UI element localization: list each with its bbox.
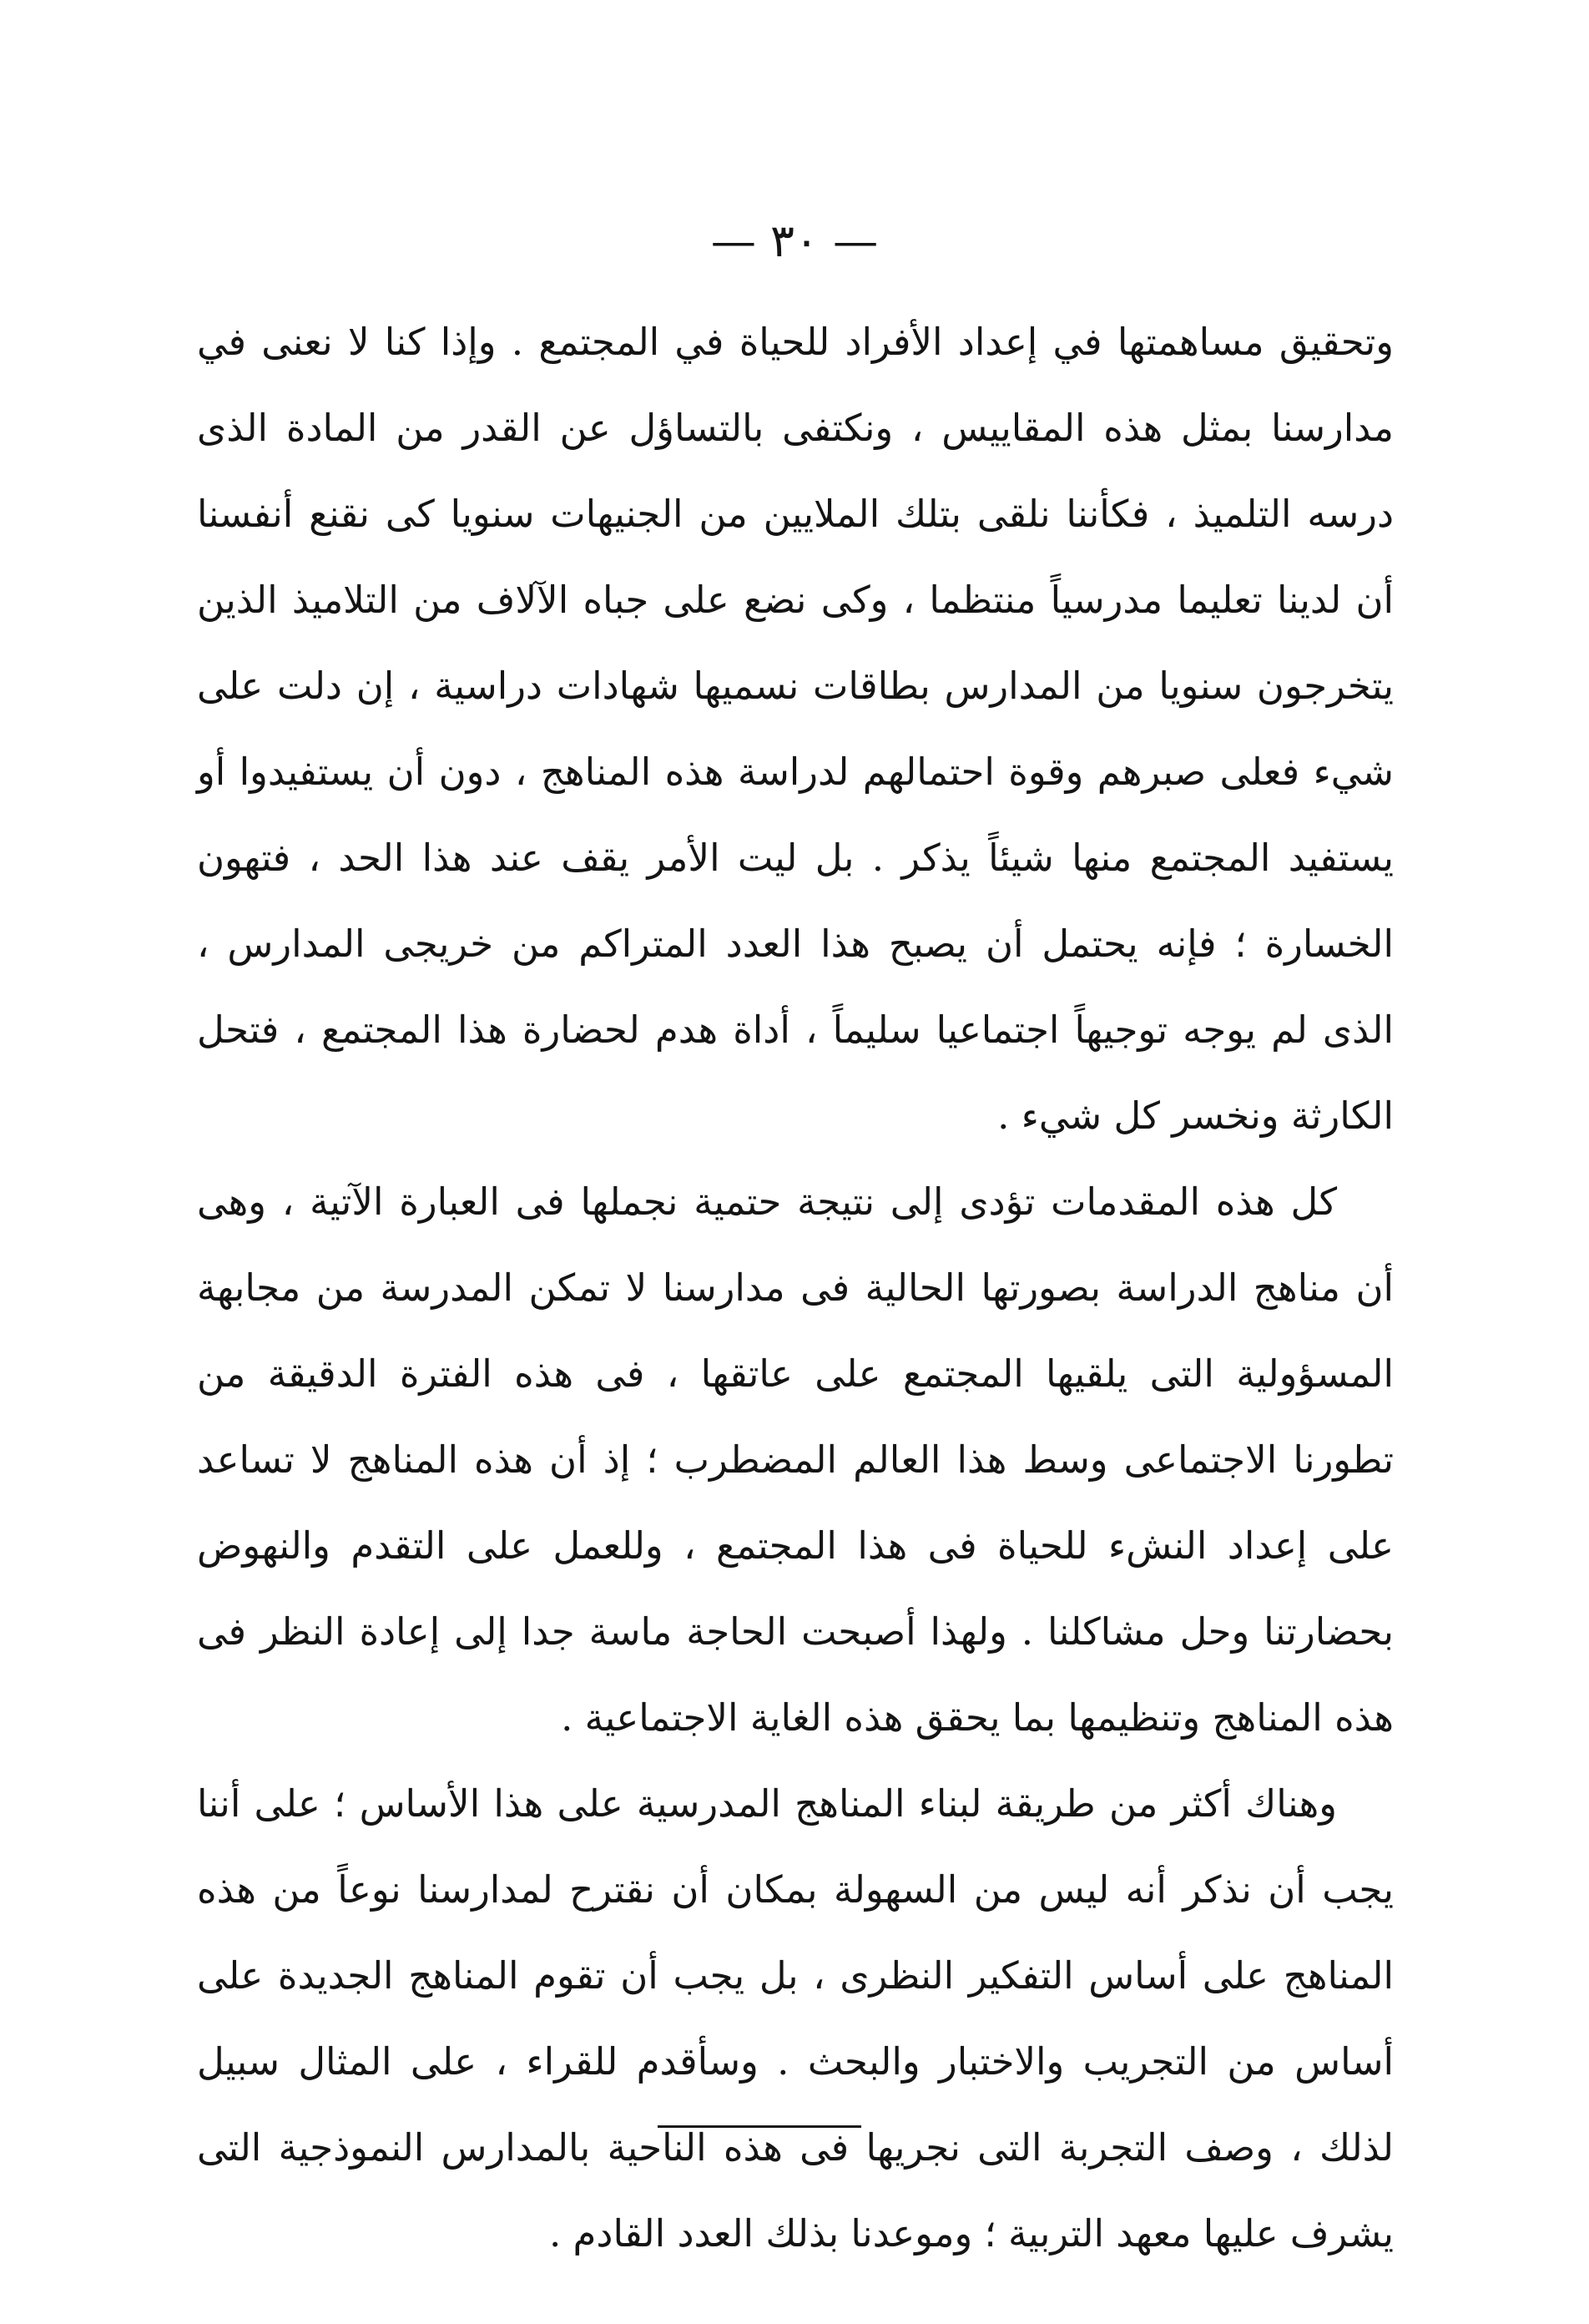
page-number: — ٣٠ — [710, 215, 879, 267]
end-rule [658, 2125, 861, 2128]
paragraph-3: وهناك أكثر من طريقة لبناء المناهج المدرسية على هذا الأساس ؛ على أننا يجب أن نذكر أنه ليس من السهولة بمكان أن نقترح لمدارسنا نوعاً من هذه المناهج على أساس التفكير النظرى ، بل يجب أن تقوم المناهج الجديدة على أساس من التجريب والاختبار والبحث . وسأقدم للقراء ، على المثال سبيل لذلك ، وصف التجربة التى نجريها فى هذه الناحية بالمدارس النموذجية التى يشرف عليها معهد التربية ؛ وموعدنا بذلك العدد القادم . [197, 1781, 1394, 2256]
paragraph-1: وتحقيق مساهمتها في إعداد الأفراد للحياة في المجتمع . وإذا كنا لا نعنى في مدارسنا بمثل هذه المقاييس ، ونكتفى بالتساؤل عن القدر من المادة الذى درسه التلميذ ، فكأننا نلقى بتلك الملايين من الجنيهات سنويا كى نقنع أنفسنا أن لدينا تعليما مدرسياً منتظما ، وكى نضع على جباه الآلاف من التلاميذ الذين يتخرجون سنويا من المدارس بطاقات نسميها شهادات دراسية ، إن دلت على شيء فعلى صبرهم وقوة احتمالهم لدراسة هذه المناهج ، دون أن يستفيدوا أو يستفيد المجتمع منها شيئاً يذكر . بل ليت الأمر يقف عند هذا الحد ، فتهون الخسارة ؛ فإنه يحتمل أن يصبح هذا العدد المتراكم من خريجى المدارس ، الذى لم يوجه توجيهاً اجتماعيا سليماً ، أداة هدم لحضارة هذا المجتمع ، فتحل الكارثة ونخسر كل شيء . [197, 320, 1394, 1138]
paragraph-2: كل هذه المقدمات تؤدى إلى نتيجة حتمية نجملها فى العبارة الآتية ، وهى أن مناهج الدراسة بصورتها الحالية فى مدارسنا لا تمكن المدرسة من مجابهة المسؤولية التى يلقيها المجتمع على عاتقها ، فى هذه الفترة الدقيقة من تطورنا الاجتماعى وسط هذا العالم المضطرب ؛ إذ أن هذه المناهج لا تساعد على إعداد النشء للحياة فى هذا المجتمع ، وللعمل على التقدم والنهوض بحضارتنا وحل مشاكلنا . ولهذا أصبحت الحاجة ماسة جدا إلى إعادة النظر فى هذه المناهج وتنظيمها بما يحقق هذه الغاية الاجتماعية . [197, 1180, 1394, 1740]
body-text [197, 299, 1394, 2276]
